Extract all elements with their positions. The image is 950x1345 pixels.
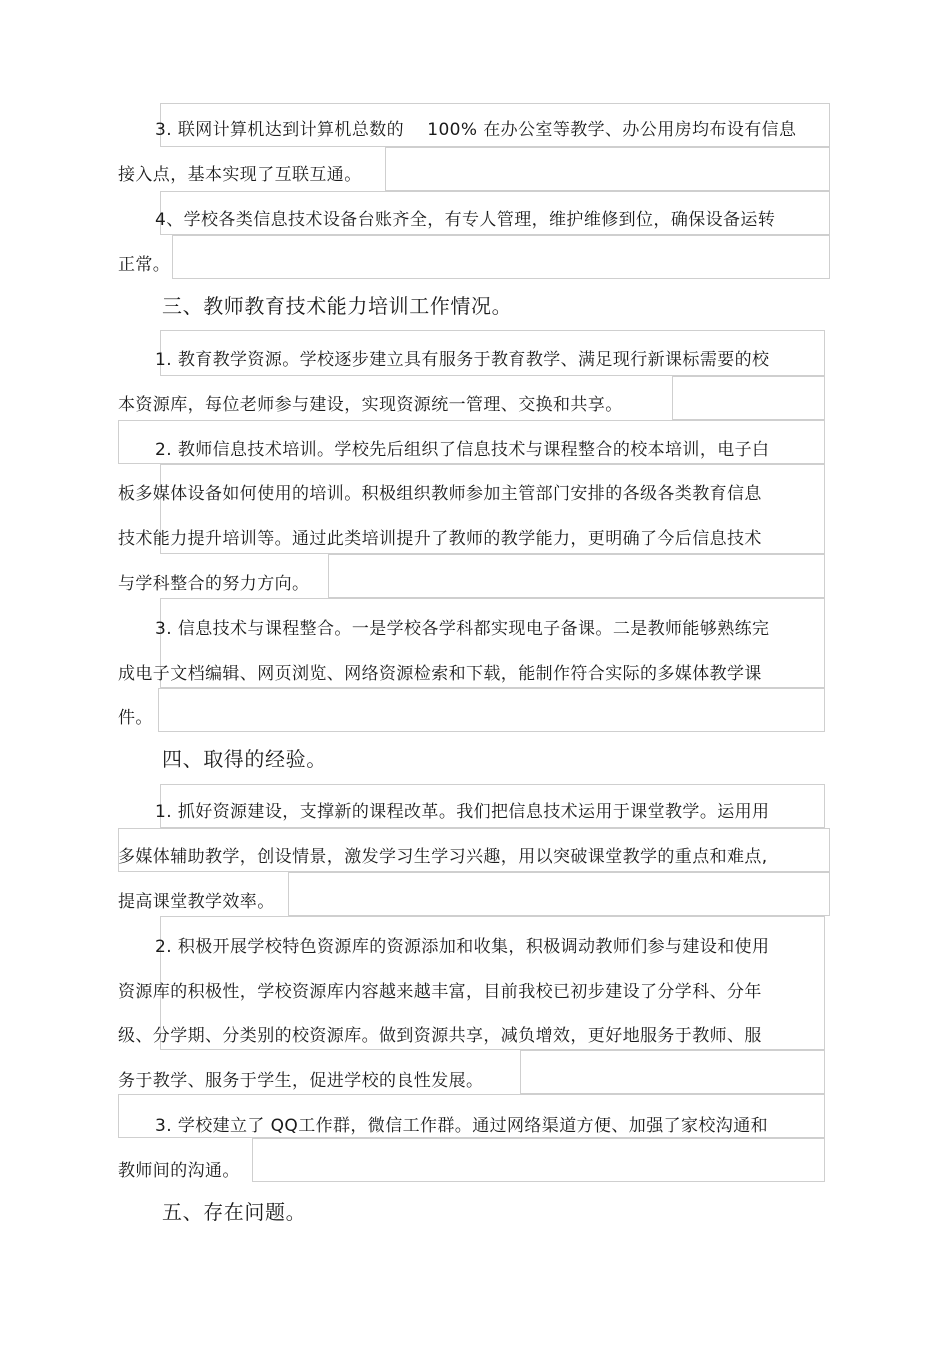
text-line: 提高课堂教学效率。 xyxy=(118,892,275,912)
text-line: 级、分学期、分类别的校资源库。做到资源共享，减负增效，更好地服务于教师、服 xyxy=(118,1026,762,1046)
text-line: 接入点，基本实现了互联互通。 xyxy=(118,165,362,185)
text-line: 务于教学、服务于学生，促进学校的良性发展。 xyxy=(118,1071,484,1091)
text-line: 3. 联网计算机达到计算机总数的 100% 在办公室等教学、办公用房均布设有信息 xyxy=(155,120,797,140)
decorative-frame xyxy=(672,376,825,420)
text-line: 2. 教师信息技术培训。学校先后组织了信息技术与课程整合的校本培训，电子白 xyxy=(155,440,770,460)
decorative-frame xyxy=(385,147,830,191)
section-heading: 三、教师教育技术能力培训工作情况。 xyxy=(162,294,513,318)
section-heading: 五、存在问题。 xyxy=(162,1200,307,1224)
text-line: 2. 积极开展学校特色资源库的资源添加和收集，积极调动教师们参与建设和使用 xyxy=(155,937,770,957)
text-line: 3. 学校建立了 QQ工作群，微信工作群。通过网络渠道方便、加强了家校沟通和 xyxy=(155,1116,768,1136)
text-line: 与学科整合的努力方向。 xyxy=(118,574,310,594)
decorative-frame xyxy=(520,1050,825,1094)
section-heading: 四、取得的经验。 xyxy=(162,747,327,771)
text-line: 教师间的沟通。 xyxy=(118,1161,240,1181)
text-line: 3. 信息技术与课程整合。一是学校各学科都实现电子备课。二是教师能够熟练完 xyxy=(155,619,770,639)
text-line: 板多媒体设备如何使用的培训。积极组织教师参加主管部门安排的各级各类教育信息 xyxy=(118,484,762,504)
text-line: 资源库的积极性，学校资源库内容越来越丰富，目前我校已初步建设了分学科、分年 xyxy=(118,982,762,1002)
text-line: 成电子文档编辑、网页浏览、网络资源检索和下载，能制作符合实际的多媒体教学课 xyxy=(118,664,762,684)
decorative-frame xyxy=(328,554,825,598)
decorative-frame xyxy=(172,235,830,279)
decorative-frame xyxy=(252,1138,825,1182)
text-line: 件。 xyxy=(118,708,153,728)
text-line: 1. 教育教学资源。学校逐步建立具有服务于教育教学、满足现行新课标需要的校 xyxy=(155,350,770,370)
text-line: 4、学校各类信息技术设备台账齐全，有专人管理，维护维修到位，确保设备运转 xyxy=(155,210,776,230)
text-line: 本资源库，每位老师参与建设，实现资源统一管理、交换和共享。 xyxy=(118,395,623,415)
text-line: 1. 抓好资源建设，支撑新的课程改革。我们把信息技术运用于课堂教学。运用用 xyxy=(155,802,770,822)
decorative-frame xyxy=(288,872,830,916)
text-line: 正常。 xyxy=(118,255,171,275)
text-line: 多媒体辅助教学，创设情景，激发学习生学习兴趣，用以突破课堂教学的重点和难点, xyxy=(118,847,768,867)
text-line: 技术能力提升培训等。通过此类培训提升了教师的教学能力，更明确了今后信息技术 xyxy=(118,529,762,549)
decorative-frame xyxy=(158,688,825,732)
